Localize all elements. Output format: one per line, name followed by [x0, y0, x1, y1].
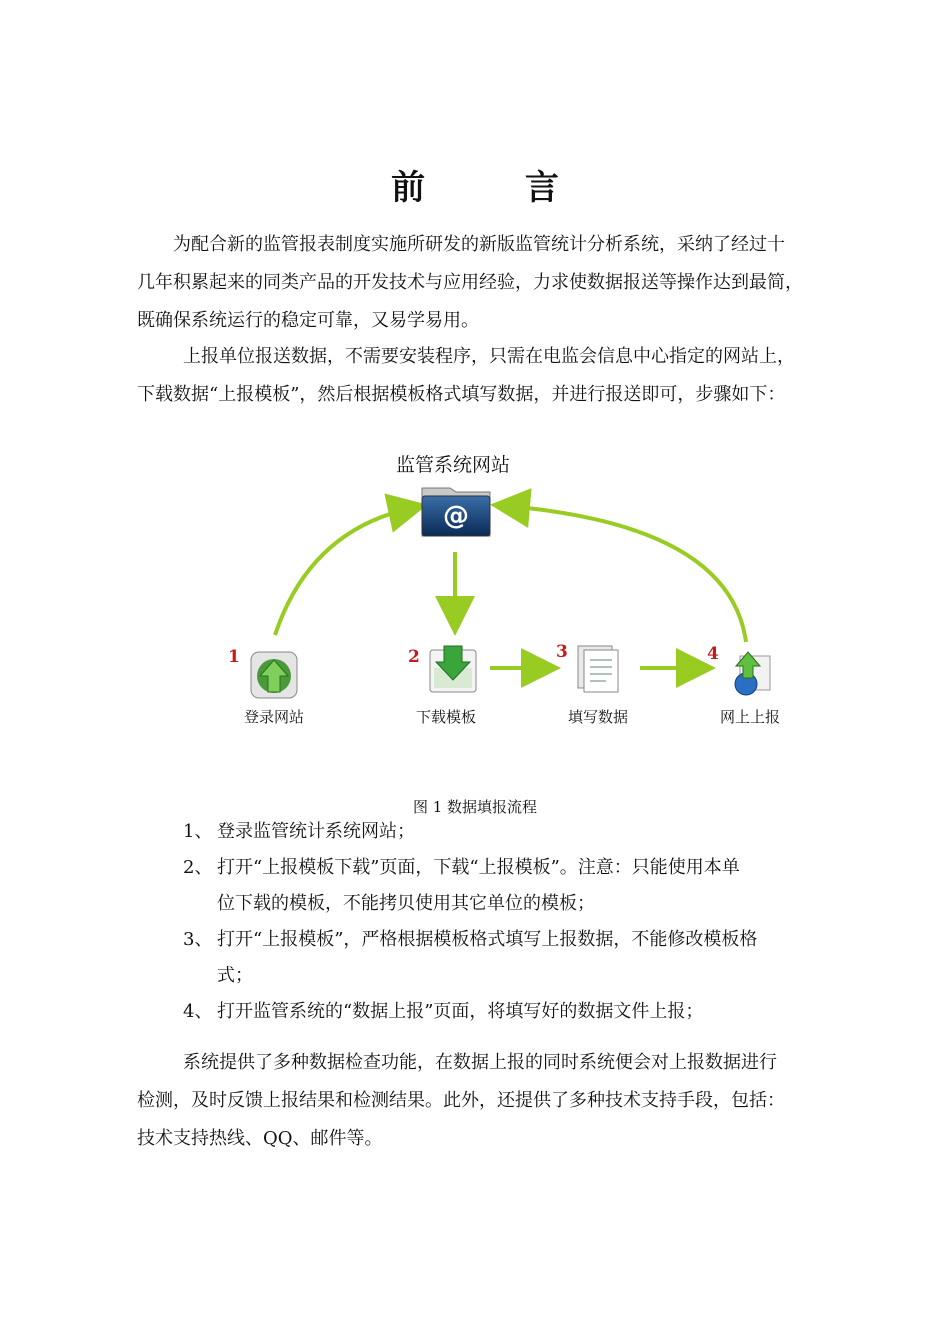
flow-diagram-svg — [200, 440, 820, 740]
steps-list — [183, 814, 833, 1030]
list-item — [183, 922, 833, 994]
step-number: 2、 — [183, 857, 213, 878]
node-number: 1 — [228, 647, 240, 667]
closing-paragraph — [137, 1044, 827, 1158]
closing-line: 检测，及时反馈上报结果和检测结果。此外，还提供了多种技术支持手段，包括： — [137, 1090, 785, 1111]
node-number: 2 — [408, 647, 420, 667]
closing-line: 系统提供了多种数据检查功能，在数据上报的同时系统便会对上报数据进行 — [183, 1052, 777, 1073]
node-number: 4 — [707, 644, 719, 664]
document-icon — [578, 646, 618, 692]
node-label-fill: 填写数据 — [568, 708, 629, 726]
node-label-upload: 网上上报 — [720, 708, 781, 726]
upload-line: 上报单位报送数据，不需要安装程序，只需在电监会信息中心指定的网站上， — [183, 346, 795, 367]
figure-caption: 图 1 数据填报流程 — [412, 798, 538, 816]
step-number: 1、 — [183, 821, 213, 842]
arrow-login-to-site — [275, 508, 412, 635]
list-item — [183, 850, 833, 922]
svg-text:@: @ — [443, 501, 469, 531]
page-title: 前 言 — [391, 168, 603, 208]
upload-globe-icon — [735, 652, 770, 695]
download-icon — [430, 646, 476, 692]
step-number: 3、 — [183, 929, 213, 950]
intro-paragraph — [137, 226, 827, 340]
node-label-login: 登录网站 — [244, 708, 305, 726]
upload-line: 下载数据“上报模板”，然后根据模板格式填写数据，并进行报送即可，步骤如下： — [137, 384, 786, 405]
arrow-upload-to-site — [506, 506, 746, 642]
upload-paragraph — [137, 338, 827, 414]
intro-line: 既确保系统运行的稳定可靠，又易学易用。 — [137, 310, 479, 331]
node-label-download: 下载模板 — [416, 708, 477, 726]
site-label: 监管系统网站 — [396, 454, 511, 476]
closing-line: 技术支持热线、QQ、邮件等。 — [137, 1128, 383, 1149]
step-text: 式； — [217, 965, 253, 986]
list-item — [183, 994, 833, 1030]
step-text: 打开监管系统的“数据上报”页面，将填写好的数据文件上报； — [217, 1001, 704, 1022]
intro-line: 几年积累起来的同类产品的开发技术与应用经验，力求使数据报送等操作达到最简， — [137, 272, 803, 293]
at-icon — [422, 488, 490, 536]
step-text: 位下载的模板，不能拷贝使用其它单位的模板； — [217, 893, 595, 914]
step-text: 打开“上报模板下载”页面，下载“上报模板”。注意：只能使用本单 — [217, 857, 740, 878]
node-number: 3 — [556, 642, 568, 662]
list-item — [183, 814, 833, 850]
step-text: 登录监管统计系统网站； — [217, 821, 415, 842]
flow-diagram — [200, 440, 820, 740]
step-text: 打开“上报模板”，严格根据模板格式填写上报数据，不能修改模板格 — [217, 929, 758, 950]
login-icon — [251, 652, 297, 698]
step-number: 4、 — [183, 1001, 213, 1022]
intro-line: 为配合新的监管报表制度实施所研发的新版监管统计分析系统，采纳了经过十 — [173, 234, 785, 255]
